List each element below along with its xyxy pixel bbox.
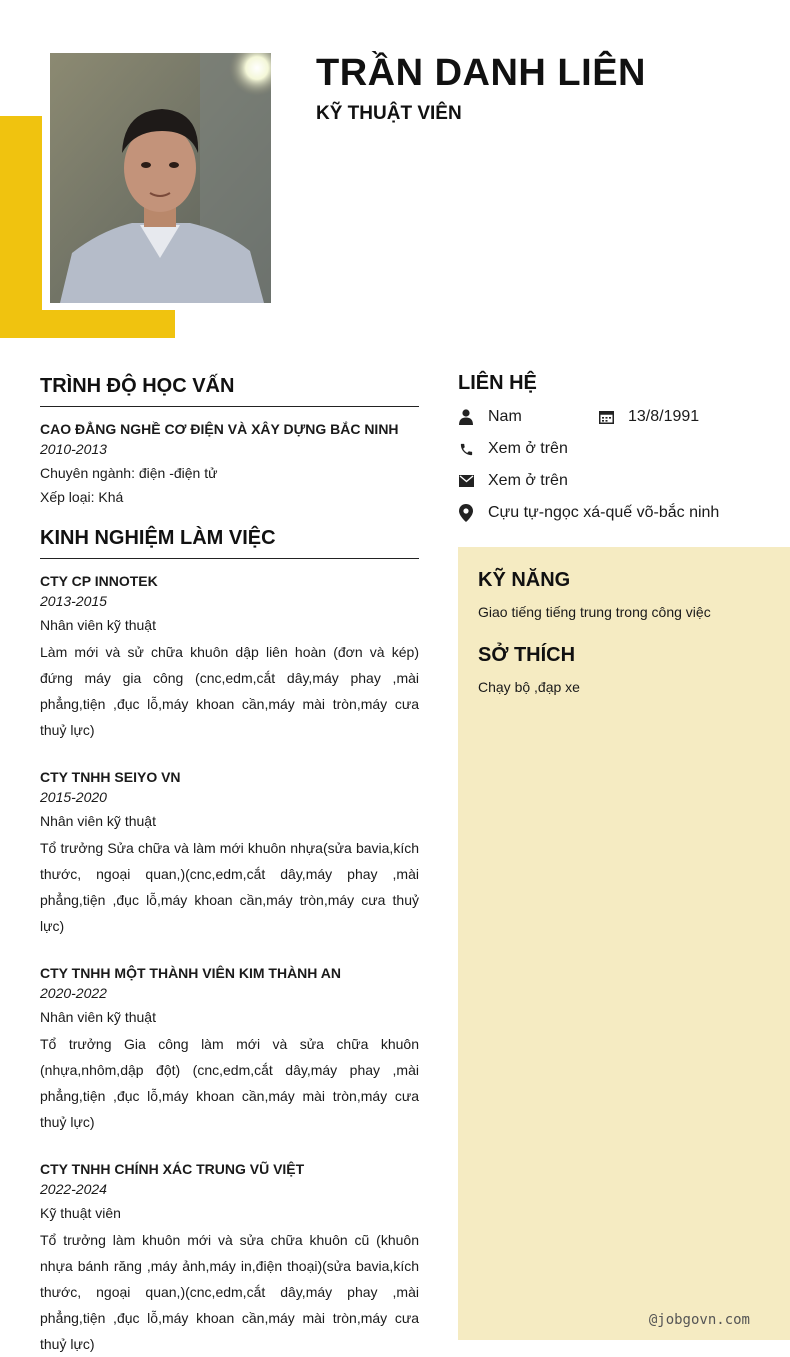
skills-text: Giao tiếng tiếng trung trong công việc	[478, 604, 711, 620]
watermark: @jobgovn.com	[648, 1312, 750, 1328]
job-entry	[40, 573, 419, 743]
contact-birthdate: 13/8/1991	[628, 408, 700, 425]
job-title: KỸ THUẬT VIÊN	[316, 103, 462, 124]
contact-row-email	[458, 465, 790, 497]
hobbies-text: Chạy bộ ,đạp xe	[478, 679, 580, 695]
location-icon	[458, 505, 474, 521]
accent-bar-vertical	[0, 116, 42, 338]
experience-heading: KINH NGHIỆM LÀM VIỆC	[40, 527, 419, 559]
main-column	[40, 375, 419, 1357]
skills-heading: KỸ NĂNG	[478, 569, 571, 591]
job-entry	[40, 965, 419, 1135]
hobbies-heading: SỞ THÍCH	[478, 644, 576, 666]
calendar-icon	[598, 409, 614, 425]
person-icon	[458, 409, 474, 425]
job-company: CTY CP INNOTEK	[40, 573, 158, 589]
skills-panel	[458, 547, 790, 1340]
job-company: CTY TNHH CHÍNH XÁC TRUNG VŨ VIỆT	[40, 1161, 305, 1177]
job-position: Nhân viên kỹ thuật	[40, 617, 156, 633]
job-period: 2013-2015	[40, 593, 107, 609]
contact-email: Xem ở trên	[488, 472, 568, 489]
job-description: Tổ trưởng Gia công làm mới và sửa chữa khuôn (nhựa,nhôm,dập đột) (cnc,edm,cắt dây,máy phay ,mài phẳng,tiện ,đục lỗ,máy khoan cần,máy mài tròn,máy cưa thuỷ lực)	[40, 1036, 419, 1130]
job-description: Làm mới và sử chữa khuôn dập liên hoàn (đơn và kép) đứng máy gia công (cnc,edm,cắt dây,máy phay ,mài phẳng,tiện ,đục lỗ,máy khoan cần,máy mài tròn,máy cưa thuỷ lực)	[40, 644, 419, 738]
contact-row-phone	[458, 433, 790, 465]
candidate-name: TRẦN DANH LIÊN	[316, 52, 646, 94]
phone-icon	[458, 441, 474, 457]
job-entry	[40, 1161, 419, 1357]
profile-photo	[50, 53, 271, 303]
contact-row-address	[458, 497, 790, 529]
contact-heading: LIÊN HỆ	[458, 372, 537, 394]
contact-address: Cựu tự-ngọc xá-quế võ-bắc ninh	[488, 504, 720, 521]
job-company: CTY TNHH MỘT THÀNH VIÊN KIM THÀNH AN	[40, 965, 341, 981]
job-company: CTY TNHH SEIYO VN	[40, 769, 181, 785]
job-period: 2015-2020	[40, 789, 107, 805]
job-period: 2022-2024	[40, 1181, 107, 1197]
education-period: 2010-2013	[40, 441, 107, 457]
job-period: 2020-2022	[40, 985, 107, 1001]
contact-gender: Nam	[488, 408, 522, 425]
education-grade: Xếp loại: Khá	[40, 489, 124, 505]
job-position: Nhân viên kỹ thuật	[40, 813, 156, 829]
job-position: Kỹ thuật viên	[40, 1205, 121, 1221]
education-heading: TRÌNH ĐỘ HỌC VẤN	[40, 375, 419, 407]
education-major: Chuyên ngành: điện -điện tử	[40, 465, 218, 481]
job-description: Tổ trưởng làm khuôn mới và sửa chữa khuôn cũ (khuôn nhựa bánh răng ,máy ảnh,máy in,điện thoại)(sửa bavia,kích thước, ngoại quan,)(cnc,edm,cắt dây,máy phay ,mài phẳng,tiện ,đục lỗ,máy khoan cần,máy mài tròn,máy cưa thuỷ lực)	[40, 1232, 419, 1352]
accent-bar-horizontal	[0, 310, 175, 338]
contact-row-gender	[458, 401, 790, 433]
contact-section	[458, 372, 790, 529]
job-description: Tổ trưởng Sửa chữa và làm mới khuôn nhựa(sửa bavia,kích thước, ngoại quan,)(cnc,edm,cắt dây,máy phay ,mài phẳng,tiện ,đục lỗ,máy khoan cần,máy tròn,máy cưa thuỷ lực)	[40, 840, 419, 934]
job-entry	[40, 769, 419, 939]
contact-phone: Xem ở trên	[488, 440, 568, 457]
job-position: Nhân viên kỹ thuật	[40, 1009, 156, 1025]
mail-icon	[458, 473, 474, 489]
birthdate-group	[598, 408, 699, 426]
education-school: CAO ĐẲNG NGHỀ CƠ ĐIỆN VÀ XÂY DỰNG BẮC NINH	[40, 421, 399, 437]
